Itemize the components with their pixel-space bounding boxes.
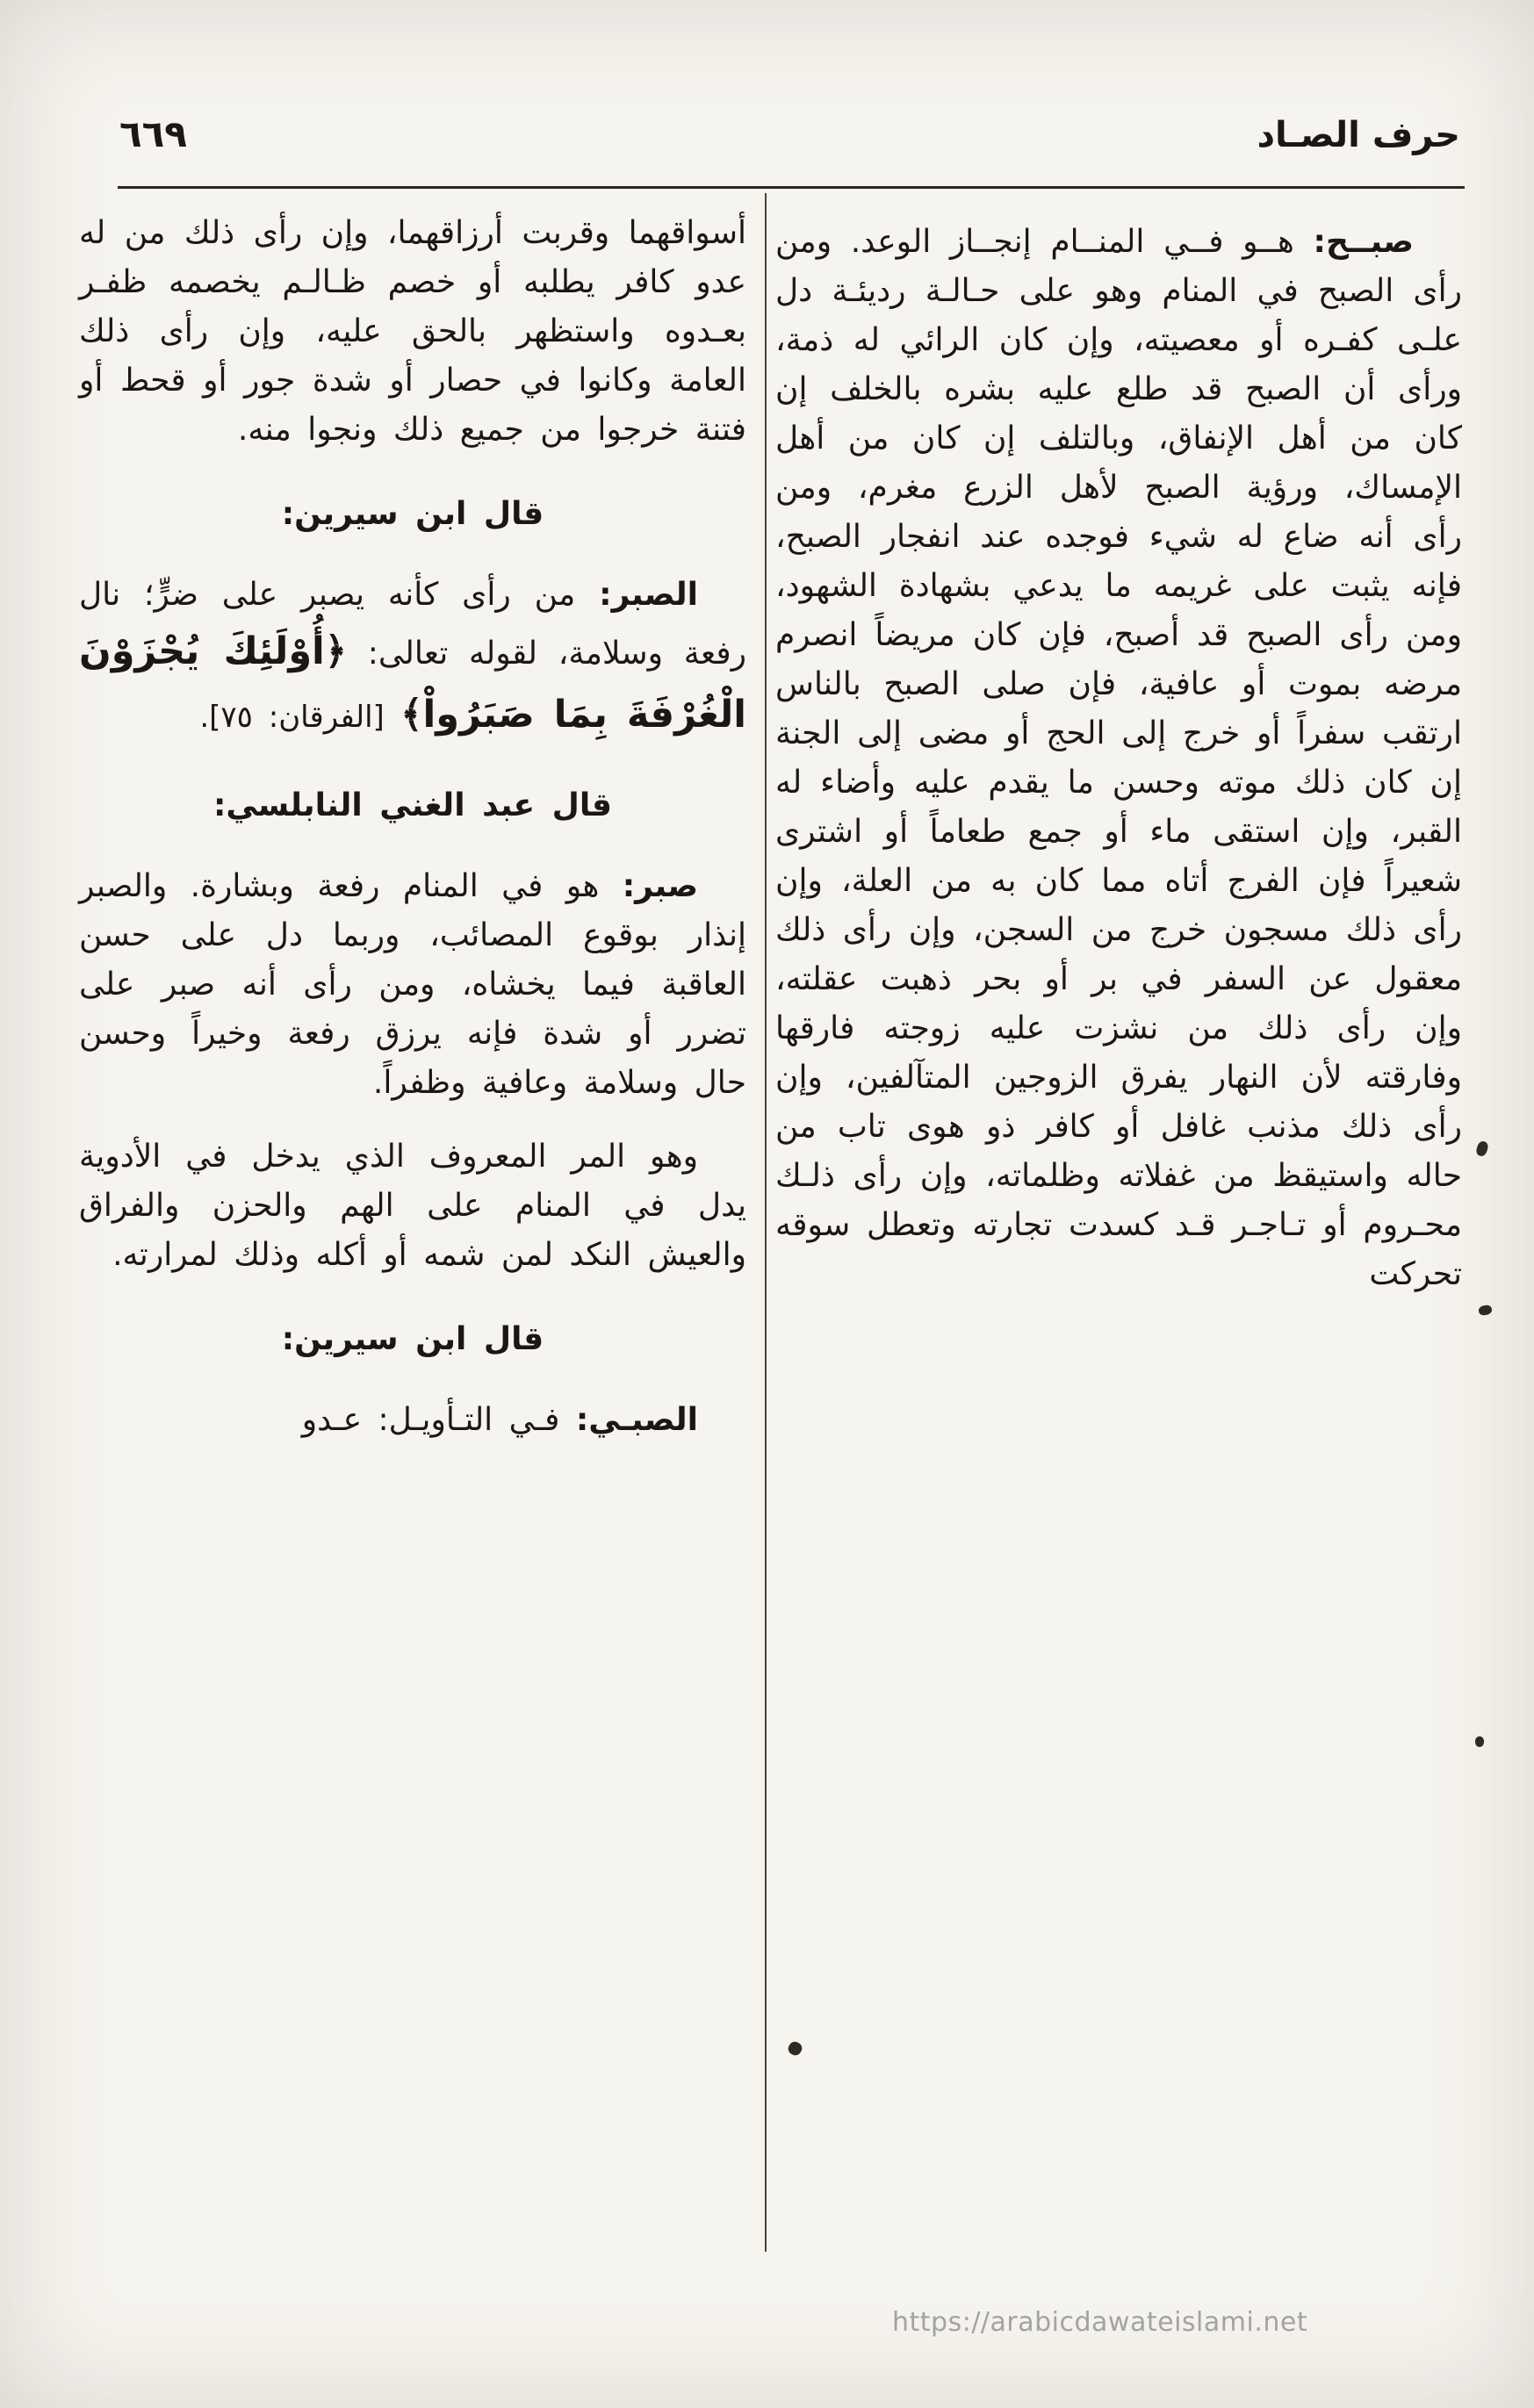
left-column (79, 209, 746, 1445)
entry-sabr-term: الصبر: (599, 577, 698, 613)
entry-sobh-text: هــو فــي المنــام إنجــاز الوعد. ومن رأى الصبح في المنام وهو على حـالـة رديئـة دل علـى كفـره أو معصيته، وإن كان الرائي له ذمة، ورأى أن الصبح قد طلع عليه بشره بالخلف إن كان من أهل الإنفاق، وبالتلف إن كان من أهل الإمساك، ورؤية الصبح لأهل الزرع مغرم، ومن رأى أنه ضاع له شيء فوجده عند انفجار الصبح، فإنه يثبت على غريمه ما يدعي بشهادة الشهود، ومن رأى الصبح قد أصبح، فإن كان مريضاً انصرم مرضه بموت أو عافية، فإن صلى الصبح بالناس ارتقب سفراً أو خرج إلى الحج أو مضى إلى الجنة إن كان ذلك موته وحسن ما يقدم عليه وأضاء له القبر، وإن استقى ماء أو جمع طعاماً أو اشترى شعيراً فإن الفرج أتاه مما كان به من العلة، وإن رأى ذلك مسجون خرج من السجن، وإن رأى ذلك معقول عن السفر في بر أو بحر ذهبت عقلته، وإن رأى ذلك من نشزت عليه زوجته فارقها وفارقته لأن النهار يفرق الزوجين المتآلفين، وإن رأى ذلك مذنب غافل أو كافر ذو هوى تاب من حاله واستيقظ من غفلاته وظلماته، وإن رأى ذلـك محـروم أو تـاجـر قـد كسدت تجارته وتعطل سوقه تحركت (775, 224, 1462, 1292)
entry-sabi-text: فـي التـأويـل: عـدو (301, 1402, 560, 1438)
page-number: ٦٦٩ (119, 112, 187, 155)
right-column (775, 218, 1462, 1299)
quran-verse: ﴿أُوْلَئِكَ يُجْزَوْنَ الْغُرْفَةَ بِمَا صَبَرُواْ﴾ (79, 629, 746, 737)
entry-sabr-nabulsi (79, 862, 746, 1108)
paragraph-myrrh: وهو المر المعروف الذي يدخل في الأدوية يدل في المنام على الهم والحزن والفراق والعيش النكد لمن شمه أو أكله وذلك لمرارته. (79, 1139, 746, 1273)
entry-sabr-ibn-sirin (79, 571, 746, 746)
entry-sabr-text: من رأى كأنه يصبر على ضرٍّ؛ نال رفعة وسلامة، لقوله تعالى: (79, 577, 746, 672)
scan-artifact (1478, 1305, 1493, 1317)
entry-sabr2-term: صبر: (622, 868, 698, 904)
heading-ibn-sirin-2: قال ابن سيرين: (281, 1321, 544, 1357)
entry-sabr2-text: هو في المنام رفعة وبشارة. والصبر إنذار بوقوع المصائب، وربما دل على حسن العاقبة فيما يخشاه، ومن رأى أنه صبر على تضرر أو شدة فإنه يرزق رفعة وخيراً وحسن حال وسلامة وعافية وظفراً. (79, 868, 746, 1101)
entry-sobh (775, 218, 1462, 1299)
entry-sobh-term: صبــح: (1313, 224, 1414, 260)
chapter-title: حرف الصـاد (1257, 115, 1460, 155)
page-header (119, 112, 1460, 155)
entry-sabi-term: الصبـي: (575, 1402, 698, 1438)
watermark-url: https://arabicdawateislami.net (892, 2307, 1308, 2338)
column-divider (765, 193, 767, 2252)
quran-reference: [الفرقان: ٧٥]. (199, 700, 385, 735)
scan-artifact (1475, 1140, 1490, 1158)
scan-artifact (1475, 1736, 1484, 1747)
scan-artifact (786, 2039, 803, 2057)
header-rule (118, 186, 1465, 189)
entry-sobh-continuation: أسواقهما وقربت أرزاقهما، وإن رأى ذلك من له عدو كافر يطلبه أو خصم ظـالـم يخصمه ظفـر بعـدوه واستظهر بالحق عليه، وإن رأى ذلك العامة وكانوا في حصار أو شدة جور أو قحط أو فتنة خرجوا من جميع ذلك ونجوا منه. (79, 215, 746, 448)
entry-sabi (79, 1396, 746, 1445)
heading-ibn-sirin-1: قال ابن سيرين: (281, 496, 544, 532)
heading-nabulsi: قال عبد الغني النابلسي: (212, 787, 613, 823)
